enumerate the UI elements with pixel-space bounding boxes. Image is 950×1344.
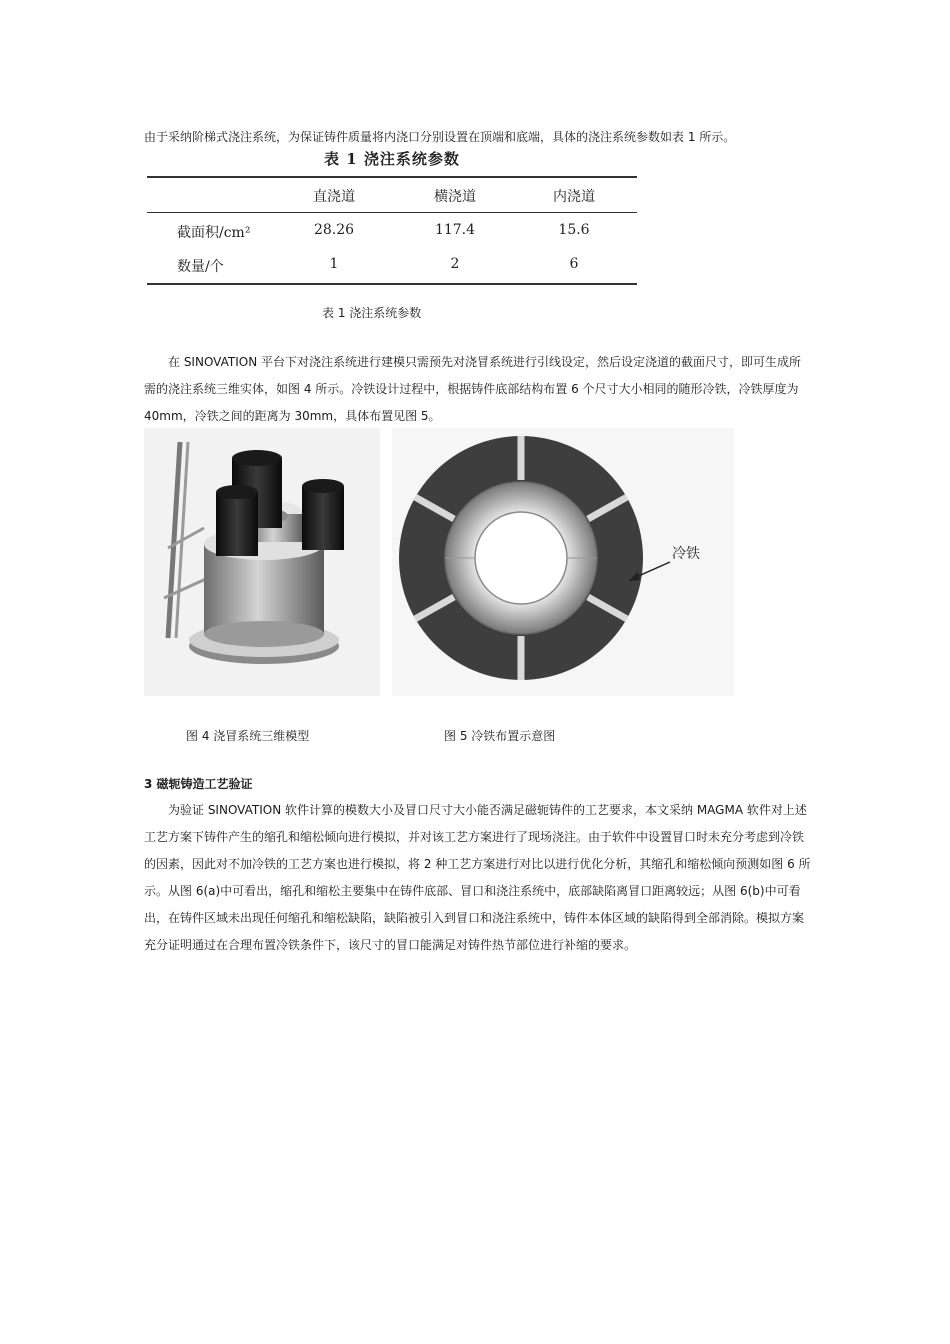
intro-paragraph: 由于采纳阶梯式浇注系统，为保证铸件质量将内浇口分别设置在顶端和底端，具体的浇注系统参数如表 1 所示。 — [144, 130, 736, 144]
figures-row — [144, 428, 734, 696]
chill-label: 冷铁 — [672, 546, 700, 562]
figure-5-caption: 图 5 冷铁布置示意图 — [444, 729, 556, 743]
table-mid-rule — [147, 212, 637, 213]
table-cell: 6 — [569, 256, 579, 272]
paragraph-modeling: 在 SINOVATION 平台下对浇注系统进行建模只需预先对浇冒系统进行引线设定，然后设定浇道的截面尺寸，即可生成所需的浇注系统三维实体，如图 4 所示。冷铁设计过程中，根据铸件底部结构布置 6 个尺寸大小相同的随形冷铁，冷铁厚度为 40mm，冷铁之间的距离为 30mm，具体布置见图 5。 — [144, 355, 802, 423]
table-row-label-area: 截面积/cm² — [177, 225, 251, 241]
table-top-rule — [147, 176, 637, 178]
table-title: 表 1 浇注系统参数 — [324, 150, 460, 168]
figure-4-caption: 图 4 浇冒系统三维模型 — [186, 729, 310, 743]
table-cell: 117.4 — [434, 222, 476, 238]
table-cell: 15.6 — [558, 222, 590, 238]
figures-svg — [144, 428, 734, 696]
table-cell: 28.26 — [313, 222, 355, 238]
table-cell: 2 — [450, 256, 460, 272]
section-heading: 3 磁轭铸造工艺验证 — [144, 777, 253, 791]
figure-4-3d-model — [144, 428, 380, 696]
table-header-sprue: 直浇道 — [313, 189, 355, 205]
table-bottom-rule — [147, 283, 637, 285]
gating-parameter-table — [147, 146, 637, 286]
table-header-ingate: 内浇道 — [553, 189, 595, 205]
table-caption: 表 1 浇注系统参数 — [322, 306, 422, 320]
figure-5-chill-layout — [392, 428, 734, 696]
table-row-label-count: 数量/个 — [177, 259, 224, 275]
table-cell: 1 — [329, 256, 339, 272]
table-header-runner: 横浇道 — [434, 189, 476, 205]
paragraph-verification: 为验证 SINOVATION 软件计算的模数大小及冒口尺寸大小能否满足磁轭铸件的工艺要求，本文采纳 MAGMA 软件对上述工艺方案下铸件产生的缩孔和缩松倾向进行模拟，并对该工艺方案进行了现场浇注。由于软件中设置冒口时未充分考虑到冷铁的因素，因此对不加冷铁的工艺方案也进行模拟，将 2 种工艺方案进行对比以进行优化分析，其缩孔和缩松倾向预测如图 6 所示。从图 6(a)中可看出，缩孔和缩松主要集中在铸件底部、冒口和浇注系统中，底部缺陷离冒口距离较远；从图 6(b)中可看出，在铸件区域未出现任何缩孔和缩松缺陷，缺陷被引入到冒口和浇注系统中，铸件本体区域的缺陷得到全部消除。模拟方案充分证明通过在合理布置冷铁条件下，该尺寸的冒口能满足对铸件热节部位进行补缩的要求。 — [144, 803, 811, 952]
